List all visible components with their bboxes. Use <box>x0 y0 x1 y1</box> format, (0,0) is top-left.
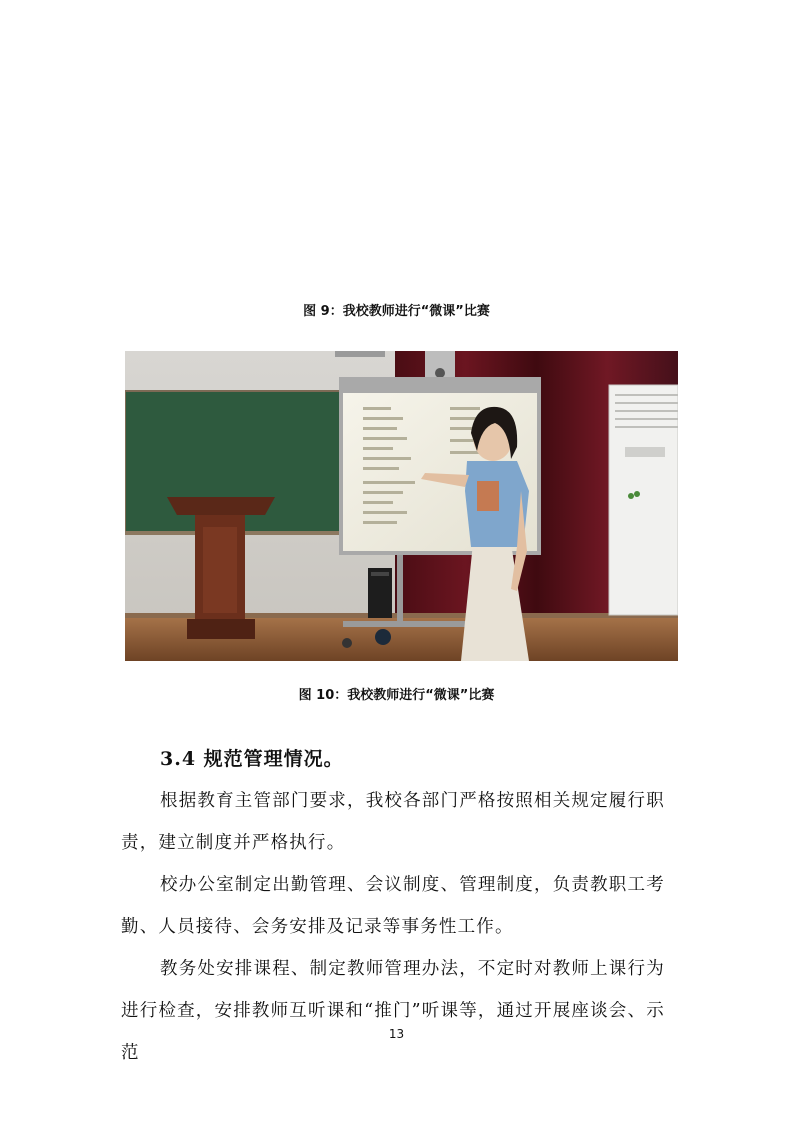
paragraph-text: 根据教育主管部门要求，我校各部门严格按照相关规定履行职责，建立制度并严格执行。 <box>121 791 665 853</box>
figure-9-caption: 图 9：我校教师进行“微课”比赛 <box>303 304 490 319</box>
paragraph-text: 校办公室制定出勤管理、会议制度、管理制度，负责教职工考勤、人员接待、会务安排及记录等事务性工作。 <box>121 875 665 937</box>
section-heading: 3.4 规范管理情况。 <box>160 748 344 770</box>
page-number: 13 <box>388 1027 405 1041</box>
paragraph <box>121 780 681 864</box>
paragraph <box>121 864 681 948</box>
paragraph <box>121 948 681 1074</box>
figure-10-photo <box>125 351 678 661</box>
paragraph-text: 教务处安排课程、制定教师管理办法，不定时对教师上课行为进行检查，安排教师互听课和“推门”听课等，通过开展座谈会、示范 <box>121 959 665 1063</box>
figure-10-caption: 图 10：我校教师进行“微课”比赛 <box>298 688 495 703</box>
